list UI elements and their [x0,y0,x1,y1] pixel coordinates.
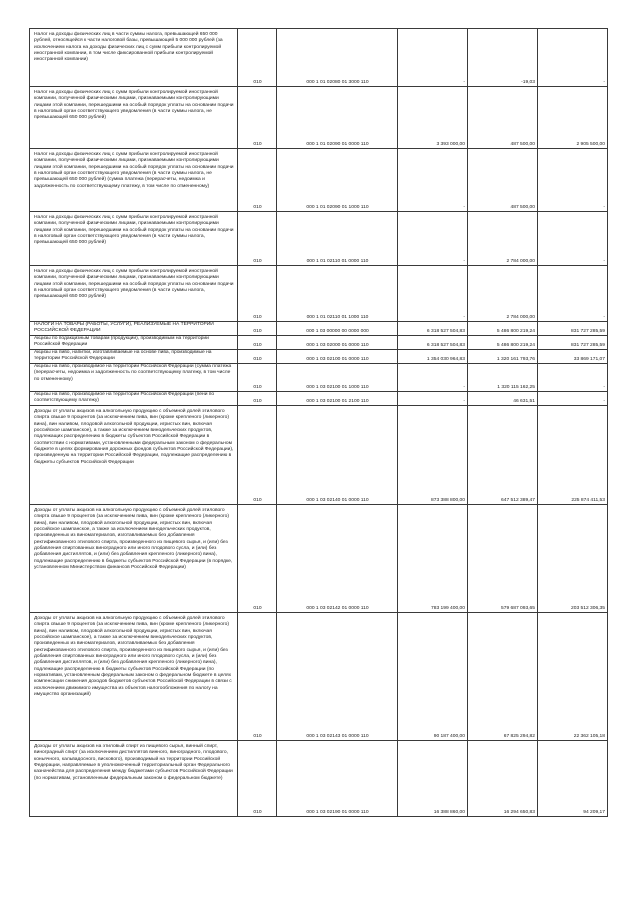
row-name: Акцизы на пиво, производимое на территории Российской Федерации (сумма платежа (перерасчеты, недоимка и задолженность по соответствующему платежу, в том числе по отмененному) [30,364,238,392]
row-kbk: 000 1 03 02142 01 0000 110 [277,505,398,613]
row-executed: 2 784 000,00 [468,266,538,322]
row-executed: 46 631,51 [468,392,538,406]
row-approved: - [398,212,468,266]
row-kbk: 000 1 01 02090 01 0000 110 [277,87,398,149]
table-row [30,212,608,266]
row-name: Налог на доходы физических лиц с сумм прибыли контролируемой иностранной компании, полученной физическими лицами, признаваемыми контролирующими лицами этой компании, перешедшими на особый порядок уплаты на основании подачи в налоговый орган соответствующего уведомления (в части суммы налога, превышающей 650 000 рублей) [30,212,238,266]
row-approved: 3 393 000,00 [398,87,468,149]
row-approved: 6 318 527 504,83 [398,322,468,336]
row-kbk: 000 1 03 02100 01 0000 110 [277,350,398,364]
row-kbk: 000 1 03 02000 01 0000 110 [277,336,398,350]
row-name: Акцизы на пиво, производимое на территории Российской Федерации (пени по соответствующему платежу) [30,392,238,406]
row-unexecuted: 33 869 171,07 [538,350,608,364]
row-unexecuted: - [538,392,608,406]
table-row [30,505,608,613]
row-code: 010 [238,364,277,392]
table-row [30,87,608,149]
table-row [30,613,608,741]
row-approved: 1 354 030 964,83 [398,350,468,364]
row-unexecuted: 831 727 285,59 [538,322,608,336]
row-kbk: 000 1 03 02100 01 1000 110 [277,364,398,392]
row-code: 010 [238,212,277,266]
row-approved: 783 199 400,00 [398,505,468,613]
row-name: Налог на доходы физических лиц с сумм прибыли контролируемой иностранной компании, полученной физическими лицами, признаваемыми контролирующими лицами этой компании, перешедшими на особый порядок уплаты на основании подачи в налоговый орган соответствующего уведомления (в части суммы налога, не превышающей 650 000 рублей) [30,87,238,149]
row-executed: 5 486 800 219,24 [468,336,538,350]
row-name: Налог на доходы физических лиц с сумм прибыли контролируемой иностранной компании, полученной физическими лицами, признаваемыми контролирующими лицами этой компании, перешедшими на особый порядок уплаты на основании подачи в налоговый орган соответствующего уведомления (в части суммы налога, не превышающей 650 000 рублей) (сумма платежа (перерасчеты, недоимка и задолженность по соответствующему платежу, в том числе по отмененному) [30,149,238,212]
row-unexecuted: 831 727 285,59 [538,336,608,350]
row-executed: 5 486 800 219,24 [468,322,538,336]
table-row [30,406,608,505]
row-code: 010 [238,266,277,322]
row-executed: 647 512 389,47 [468,406,538,505]
row-approved: - [398,29,468,87]
table-row [30,336,608,350]
row-approved: 873 388 800,00 [398,406,468,505]
row-name: Доходы от уплаты акцизов на алкогольную продукцию с объемной долей этилового спирта свыше 9 процентов (за исключением пива, вин (кроме крепленого (ликерного) вина), вин наливом, плодовой алкогольной продукции, игристых вин, включая российское шампанское), а также за исключением винодельческих продуктов, произведенных из виноматериалов, изготавливаемых без добавления ректификованного этилового спирта, произведенного из пищевого сырья, и (или) без добавления спиртованных виноградного или иного плодового сусла, и (или) без добавления дистиллятов, и (или) без добавления крепленого (ликерного) вина), подлежащие распределению в бюджеты субъектов Российской Федерации (по нормативам, установленным федеральным законом о федеральном бюджете в целях компенсации снижения доходов бюджетов субъектов Российской Федерации в связи с исключением движимого имущества из объектов налогообложения по налогу на имущество организаций) [30,613,238,741]
row-kbk: 000 1 01 02090 01 1000 110 [277,149,398,212]
row-code: 010 [238,336,277,350]
table-row [30,364,608,392]
row-executed: 1 320 115 162,25 [468,364,538,392]
row-unexecuted: - [538,212,608,266]
row-executed: 579 687 093,65 [468,505,538,613]
row-unexecuted: 203 512 306,35 [538,505,608,613]
row-kbk: 000 1 01 02110 01 1000 110 [277,266,398,322]
row-kbk: 000 1 01 02080 01 3000 110 [277,29,398,87]
row-unexecuted: - [538,266,608,322]
row-name: Налог на доходы физических лиц с сумм прибыли контролируемой иностранной компании, полученной физическими лицами, признаваемыми контролирующими лицами этой компании, перешедшими на особый порядок уплаты на основании подачи в налоговый орган соответствующего уведомления (в части суммы налога, превышающей 650 000 рублей) [30,266,238,322]
revenue-table [29,28,608,817]
budget-report-sheet [29,28,607,817]
row-code: 010 [238,392,277,406]
row-code: 010 [238,613,277,741]
row-executed: -19,03 [468,29,538,87]
row-executed: 1 320 161 793,76 [468,350,538,364]
row-name: Доходы от уплаты акцизов на алкогольную продукцию с объемной долей этилового спирта свыше 9 процентов (за исключением пива, вин (кроме крепленого (ликерного) вина), вин наливом, плодовой алкогольной продукции, игристых вин, включая российское шампанское, а также за исключением винодельческих продуктов, произведенных из виноматериалов, изготавливаемых без добавления ректификованного этилового спирта, произведенного из пищевого сырья, и (или) без добавления спиртованных виноградного или иного плодового сусла, и (или) без добавления дистиллятов, и (или) без добавления крепленого (ликерного) вина), подлежащие распределению в бюджеты субъектов Российской Федерации (в порядке, установленном Министерством финансов Российской Федерации) [30,505,238,613]
row-kbk: 000 1 01 02110 01 0000 110 [277,212,398,266]
row-unexecuted: 225 874 411,53 [538,406,608,505]
table-row [30,741,608,817]
row-unexecuted: 22 362 105,18 [538,613,608,741]
row-approved: 6 318 527 504,83 [398,336,468,350]
row-executed: 487 500,00 [468,87,538,149]
row-approved: 90 187 400,00 [398,613,468,741]
row-kbk: 000 1 03 02100 01 2100 110 [277,392,398,406]
table-row [30,266,608,322]
table-row [30,149,608,212]
row-approved: - [398,364,468,392]
row-name: Налог на доходы физических лиц в части суммы налога, превышающей 650 000 рублей, относящейся к части налоговой базы, превышающей 5 000 000 рублей (за исключением налога на доходы физических лиц с сумм прибыли контролируемой иностранной компании, в том числе фиксированной прибыли контролируемой иностранной компании) [30,29,238,87]
table-row-section [30,322,608,336]
row-unexecuted: - [538,364,608,392]
row-kbk: 000 1 03 00000 00 0000 000 [277,322,398,336]
row-executed: 487 500,00 [468,149,538,212]
row-executed: 67 825 294,82 [468,613,538,741]
row-code: 010 [238,505,277,613]
row-approved: - [398,266,468,322]
row-name: Акцизы на пиво, напитки, изготавливаемые на основе пива, производимые на территории Российской Федерации [30,350,238,364]
row-code: 010 [238,741,277,817]
row-code: 010 [238,87,277,149]
row-kbk: 000 1 03 02140 01 0000 110 [277,406,398,505]
row-executed: 16 294 650,83 [468,741,538,817]
row-name: Доходы от уплаты акцизов на этиловый спирт из пищевого сырья, винный спирт, виноградный спирт (за исключением дистиллятов винного, виноградного, плодового, коньячного, кальвадосного, вискового), производимый на территории Российской Федерации, направляемые в уполномоченный территориальный орган Федерального казначейства для распределения между бюджетами субъектов Российской Федерации (по нормативам, установленным федеральным законом о федеральном бюджете) [30,741,238,817]
row-code: 010 [238,350,277,364]
row-code: 010 [238,322,277,336]
row-approved: - [398,149,468,212]
row-executed: 2 784 000,00 [468,212,538,266]
row-kbk: 000 1 03 02190 01 0000 110 [277,741,398,817]
row-unexecuted: - [538,29,608,87]
row-name: Доходы от уплаты акцизов на алкогольную продукцию с объемной долей этилового спирта свыше 9 процентов (за исключением пива, вин (кроме крепленого (ликерного) вина), вин наливом, плодовой алкогольной продукции, игристых вин, включая российское шампанское), а также за исключением винодельческих продуктов, подлежащих распределению в бюджеты субъектов Российской Федерации в соответствии с нормативами, установленными федеральным законом о федеральном бюджете в целях формирования дорожных фондов субъектов Российской Федерации), произведенную на территории Российской Федерации, подлежащие распределению в бюджеты субъектов Российской Федерации [30,406,238,505]
row-unexecuted: - [538,149,608,212]
row-code: 010 [238,149,277,212]
row-unexecuted: 94 209,17 [538,741,608,817]
row-approved: 16 388 860,00 [398,741,468,817]
table-row [30,392,608,406]
row-unexecuted: 2 905 500,00 [538,87,608,149]
row-kbk: 000 1 03 02143 01 0000 110 [277,613,398,741]
row-code: 010 [238,29,277,87]
table-row [30,350,608,364]
row-code: 010 [238,406,277,505]
row-name: НАЛОГИ НА ТОВАРЫ (РАБОТЫ, УСЛУГИ), РЕАЛИЗУЕМЫЕ НА ТЕРРИТОРИИ РОССИЙСКОЙ ФЕДЕРАЦИИ [30,322,238,336]
table-row [30,29,608,87]
row-name: Акцизы по подакцизным товарам (продукции), производимым на территории Российской Федерации [30,336,238,350]
row-approved: - [398,392,468,406]
